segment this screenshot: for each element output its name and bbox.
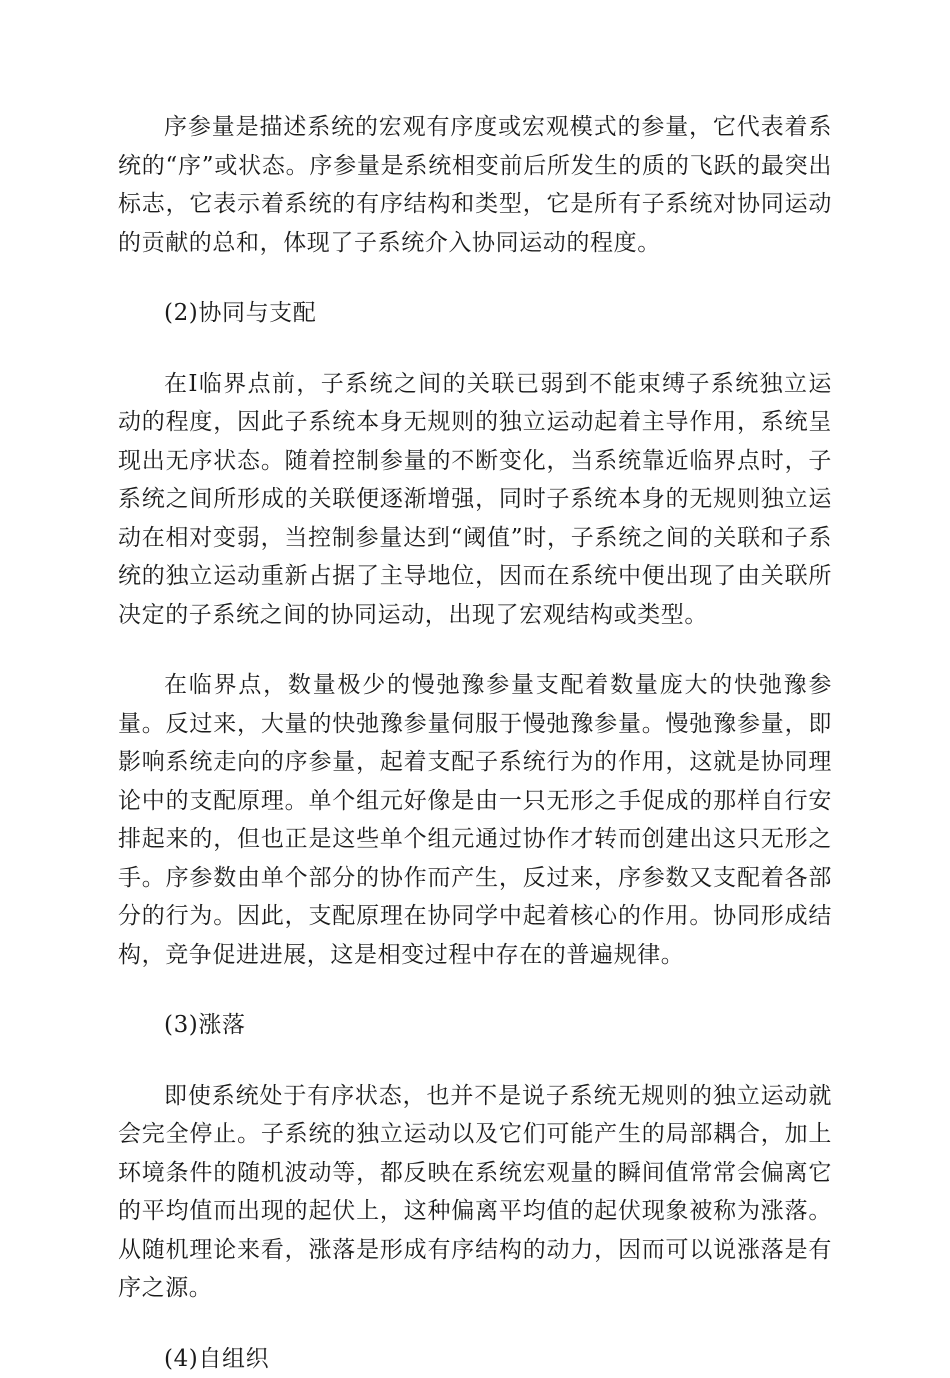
section-heading-synergy-dominance: (2)协同与支配 <box>118 294 832 333</box>
section-heading-self-organization: (4)自组织 <box>118 1340 832 1378</box>
paragraph-order-parameter: 序参量是描述系统的宏观有序度或宏观模式的参量，它代表着系统的“序”或状态。序参量是系统相变前后所发生的质的飞跃的最突出标志，它表示着系统的有序结构和类型，它是所有子系统对协同运动的贡献的总和，体现了子系统介入协同运动的程度。 <box>118 108 832 262</box>
document-page <box>118 108 832 1378</box>
paragraph-fluctuation: 即使系统处于有序状态，也并不是说子系统无规则的独立运动就会完全停止。子系统的独立运动以及它们可能产生的局部耦合，加上环境条件的随机波动等，都反映在系统宏观量的瞬间值常常会偏离它的平均值而出现的起伏上，这种偏离平均值的起伏现象被称为涨落。从随机理论来看，涨落是形成有序结构的动力，因而可以说涨落是有序之源。 <box>118 1077 832 1308</box>
section-heading-fluctuation: (3)涨落 <box>118 1006 832 1045</box>
paragraph-before-critical-point: 在Ⅰ临界点前，子系统之间的关联已弱到不能束缚子系统独立运动的程度，因此子系统本身无规则的独立运动起着主导作用，系统呈现出无序状态。随着控制参量的不断变化，当系统靠近临界点时，子系统之间所形成的关联便逐渐增强，同时子系统本身的无规则独立运动在相对变弱，当控制参量达到“阈值”时，子系统之间的关联和子系统的独立运动重新占据了主导地位，因而在系统中便出现了由关联所决定的子系统之间的协同运动，出现了宏观结构或类型。 <box>118 365 832 635</box>
paragraph-slaving-principle: 在临界点，数量极少的慢弛豫参量支配着数量庞大的快弛豫参量。反过来，大量的快弛豫参量伺服于慢弛豫参量。慢弛豫参量，即影响系统走向的序参量，起着支配子系统行为的作用，这就是协同理论中的支配原理。单个组元好像是由一只无形之手促成的那样自行安排起来的，但也正是这些单个组元通过协作才转而创建出这只无形之手。序参数由单个部分的协作而产生，反过来，序参数又支配着各部分的行为。因此，支配原理在协同学中起着核心的作用。协同形成结构，竞争促进进展，这是相变过程中存在的普遍规律。 <box>118 666 832 974</box>
